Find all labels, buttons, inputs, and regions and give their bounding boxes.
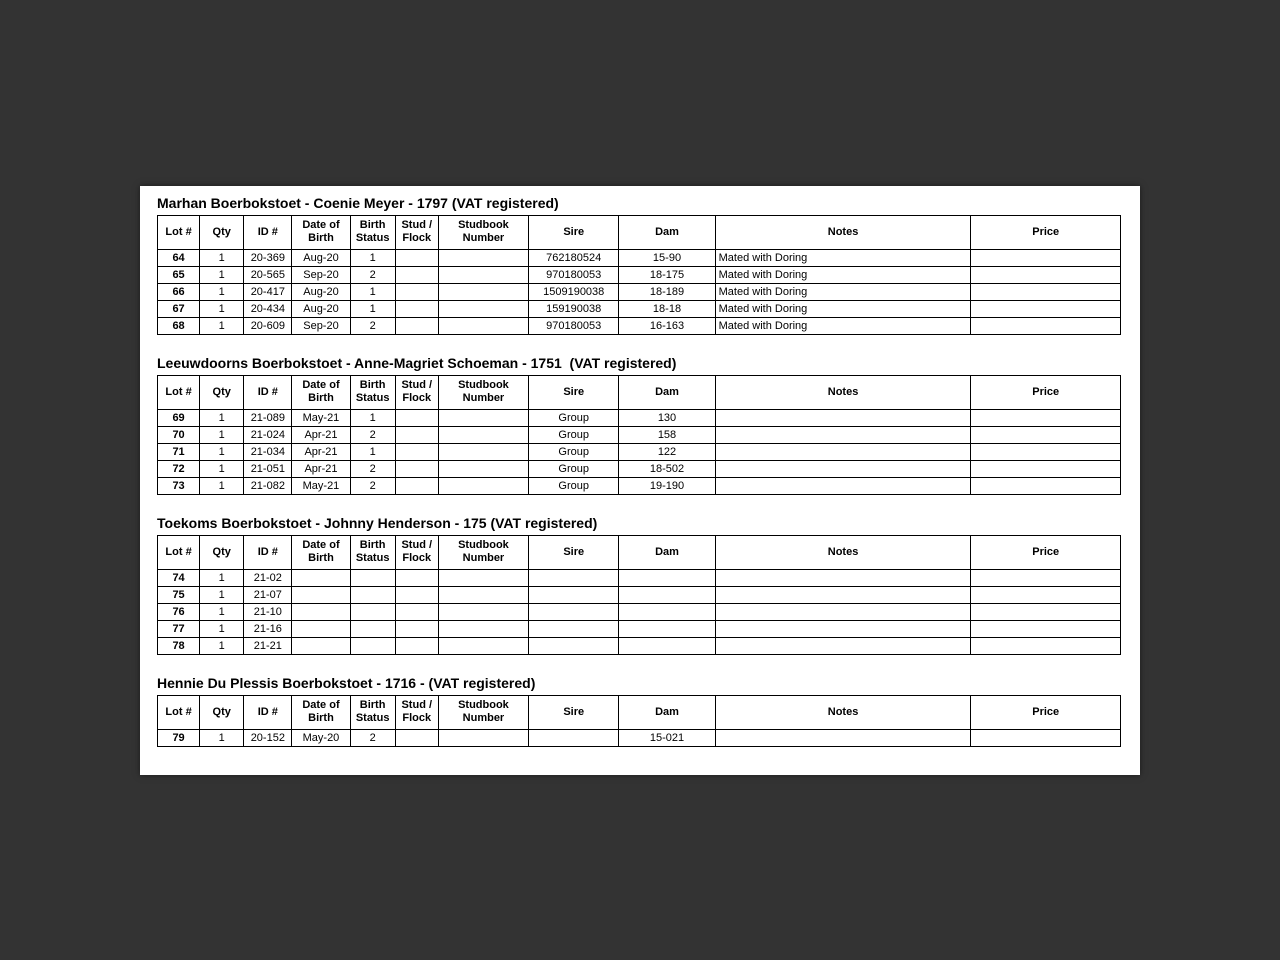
cell-notes <box>715 460 971 477</box>
column-header-date-of-birth: Date of Birth <box>292 375 350 409</box>
cell-date-of-birth: Aug-20 <box>292 300 350 317</box>
column-header-lot: Lot # <box>158 535 200 569</box>
cell-qty: 1 <box>200 249 244 266</box>
cell-date-of-birth: Aug-20 <box>292 249 350 266</box>
document-page <box>140 186 1140 775</box>
column-header-sire: Sire <box>529 215 619 249</box>
table-row <box>158 443 1121 460</box>
cell-id: 21-21 <box>244 637 292 654</box>
cell-id: 20-369 <box>244 249 292 266</box>
cell-date-of-birth <box>292 603 350 620</box>
cell-birth-status: 1 <box>350 300 395 317</box>
cell-birth-status <box>350 603 395 620</box>
column-header-stud-flock: Stud / Flock <box>395 695 438 729</box>
cell-price <box>971 620 1121 637</box>
cell-lot: 69 <box>158 409 200 426</box>
table-row <box>158 409 1121 426</box>
section-title: Hennie Du Plessis Boerbokstoet - 1716 - (VAT registered) <box>157 674 536 691</box>
cell-studbook-number <box>438 426 528 443</box>
header-row <box>158 375 1121 409</box>
cell-sire <box>529 637 619 654</box>
cell-stud-flock <box>395 283 438 300</box>
cell-birth-status: 1 <box>350 443 395 460</box>
cell-studbook-number <box>438 603 528 620</box>
cell-studbook-number <box>438 300 528 317</box>
cell-lot: 72 <box>158 460 200 477</box>
table-row <box>158 266 1121 283</box>
cell-birth-status: 1 <box>350 249 395 266</box>
cell-id: 20-565 <box>244 266 292 283</box>
cell-dam <box>619 569 715 586</box>
cell-dam: 122 <box>619 443 715 460</box>
cell-lot: 65 <box>158 266 200 283</box>
column-header-notes: Notes <box>715 375 971 409</box>
column-header-date-of-birth: Date of Birth <box>292 535 350 569</box>
cell-notes <box>715 620 971 637</box>
cell-birth-status: 2 <box>350 317 395 334</box>
stud-section <box>157 675 1124 747</box>
cell-qty: 1 <box>200 409 244 426</box>
cell-studbook-number <box>438 586 528 603</box>
cell-qty: 1 <box>200 317 244 334</box>
cell-qty: 1 <box>200 586 244 603</box>
cell-studbook-number <box>438 569 528 586</box>
column-header-qty: Qty <box>200 215 244 249</box>
cell-notes <box>715 637 971 654</box>
cell-dam: 18-189 <box>619 283 715 300</box>
column-header-lot: Lot # <box>158 695 200 729</box>
cell-qty: 1 <box>200 569 244 586</box>
cell-price <box>971 317 1121 334</box>
column-header-birth-status: Birth Status <box>350 215 395 249</box>
cell-notes <box>715 443 971 460</box>
cell-lot: 78 <box>158 637 200 654</box>
cell-studbook-number <box>438 249 528 266</box>
column-header-notes: Notes <box>715 695 971 729</box>
cell-dam: 15-021 <box>619 729 715 746</box>
header-row <box>158 695 1121 729</box>
cell-price <box>971 586 1121 603</box>
cell-dam: 18-502 <box>619 460 715 477</box>
cell-date-of-birth <box>292 569 350 586</box>
table-row <box>158 300 1121 317</box>
cell-date-of-birth <box>292 620 350 637</box>
column-header-id: ID # <box>244 375 292 409</box>
column-header-date-of-birth: Date of Birth <box>292 695 350 729</box>
cell-stud-flock <box>395 729 438 746</box>
cell-qty: 1 <box>200 729 244 746</box>
cell-sire: 970180053 <box>529 317 619 334</box>
cell-id: 21-02 <box>244 569 292 586</box>
catalog-sections <box>157 195 1124 747</box>
cell-notes: Mated with Doring <box>715 317 971 334</box>
header-row <box>158 535 1121 569</box>
cell-date-of-birth: Apr-21 <box>292 460 350 477</box>
cell-lot: 68 <box>158 317 200 334</box>
cell-dam: 158 <box>619 426 715 443</box>
cell-birth-status: 2 <box>350 266 395 283</box>
cell-birth-status: 2 <box>350 460 395 477</box>
column-header-stud-flock: Stud / Flock <box>395 375 438 409</box>
cell-birth-status: 2 <box>350 729 395 746</box>
cell-birth-status: 1 <box>350 283 395 300</box>
cell-qty: 1 <box>200 426 244 443</box>
cell-birth-status <box>350 620 395 637</box>
cell-price <box>971 637 1121 654</box>
cell-qty: 1 <box>200 477 244 494</box>
table-row <box>158 620 1121 637</box>
column-header-dam: Dam <box>619 215 715 249</box>
cell-sire: 1509190038 <box>529 283 619 300</box>
column-header-dam: Dam <box>619 535 715 569</box>
table-body <box>158 249 1121 334</box>
cell-price <box>971 409 1121 426</box>
cell-notes <box>715 729 971 746</box>
cell-stud-flock <box>395 443 438 460</box>
cell-studbook-number <box>438 620 528 637</box>
section-title: Leeuwdoorns Boerbokstoet - Anne-Magriet Schoeman - 1751 (VAT registered) <box>157 354 677 371</box>
cell-birth-status <box>350 637 395 654</box>
cell-dam: 18-175 <box>619 266 715 283</box>
column-header-price: Price <box>971 215 1121 249</box>
column-header-price: Price <box>971 375 1121 409</box>
cell-lot: 67 <box>158 300 200 317</box>
column-header-studbook-number: Studbook Number <box>438 375 528 409</box>
header-row <box>158 215 1121 249</box>
cell-date-of-birth: May-21 <box>292 409 350 426</box>
cell-id: 20-417 <box>244 283 292 300</box>
cell-notes <box>715 569 971 586</box>
cell-qty: 1 <box>200 443 244 460</box>
table-row <box>158 283 1121 300</box>
cell-lot: 77 <box>158 620 200 637</box>
column-header-birth-status: Birth Status <box>350 535 395 569</box>
cell-lot: 64 <box>158 249 200 266</box>
lot-table <box>157 215 1121 335</box>
cell-notes <box>715 409 971 426</box>
cell-id: 20-609 <box>244 317 292 334</box>
cell-stud-flock <box>395 569 438 586</box>
cell-dam <box>619 603 715 620</box>
cell-date-of-birth: Sep-20 <box>292 317 350 334</box>
cell-price <box>971 443 1121 460</box>
cell-stud-flock <box>395 426 438 443</box>
column-header-qty: Qty <box>200 695 244 729</box>
cell-notes <box>715 603 971 620</box>
stud-section <box>157 195 1124 335</box>
cell-id: 21-024 <box>244 426 292 443</box>
cell-qty: 1 <box>200 460 244 477</box>
cell-id: 21-051 <box>244 460 292 477</box>
column-header-birth-status: Birth Status <box>350 695 395 729</box>
column-header-studbook-number: Studbook Number <box>438 695 528 729</box>
cell-stud-flock <box>395 603 438 620</box>
stud-section <box>157 515 1124 655</box>
cell-stud-flock <box>395 409 438 426</box>
cell-price <box>971 569 1121 586</box>
cell-id: 20-434 <box>244 300 292 317</box>
cell-date-of-birth: Apr-21 <box>292 426 350 443</box>
cell-sire <box>529 569 619 586</box>
column-header-id: ID # <box>244 535 292 569</box>
column-header-notes: Notes <box>715 535 971 569</box>
cell-dam <box>619 637 715 654</box>
cell-sire: 159190038 <box>529 300 619 317</box>
cell-birth-status: 1 <box>350 409 395 426</box>
cell-price <box>971 729 1121 746</box>
cell-studbook-number <box>438 729 528 746</box>
column-header-lot: Lot # <box>158 215 200 249</box>
cell-notes: Mated with Doring <box>715 300 971 317</box>
cell-notes: Mated with Doring <box>715 266 971 283</box>
cell-qty: 1 <box>200 266 244 283</box>
cell-lot: 74 <box>158 569 200 586</box>
cell-price <box>971 477 1121 494</box>
cell-date-of-birth: Aug-20 <box>292 283 350 300</box>
cell-lot: 75 <box>158 586 200 603</box>
cell-date-of-birth <box>292 637 350 654</box>
cell-sire <box>529 603 619 620</box>
column-header-sire: Sire <box>529 695 619 729</box>
table-body <box>158 729 1121 746</box>
column-header-stud-flock: Stud / Flock <box>395 215 438 249</box>
cell-stud-flock <box>395 317 438 334</box>
cell-price <box>971 266 1121 283</box>
cell-price <box>971 460 1121 477</box>
cell-notes <box>715 477 971 494</box>
stud-section <box>157 355 1124 495</box>
cell-birth-status <box>350 586 395 603</box>
cell-notes: Mated with Doring <box>715 249 971 266</box>
table-row <box>158 729 1121 746</box>
cell-dam <box>619 620 715 637</box>
column-header-stud-flock: Stud / Flock <box>395 535 438 569</box>
cell-id: 21-089 <box>244 409 292 426</box>
cell-dam: 19-190 <box>619 477 715 494</box>
cell-studbook-number <box>438 409 528 426</box>
cell-stud-flock <box>395 300 438 317</box>
cell-sire <box>529 620 619 637</box>
cell-id: 20-152 <box>244 729 292 746</box>
column-header-dam: Dam <box>619 695 715 729</box>
column-header-qty: Qty <box>200 375 244 409</box>
lot-table <box>157 375 1121 495</box>
cell-qty: 1 <box>200 283 244 300</box>
cell-notes <box>715 426 971 443</box>
cell-date-of-birth: Apr-21 <box>292 443 350 460</box>
column-header-qty: Qty <box>200 535 244 569</box>
cell-date-of-birth: Sep-20 <box>292 266 350 283</box>
column-header-lot: Lot # <box>158 375 200 409</box>
table-row <box>158 460 1121 477</box>
cell-studbook-number <box>438 266 528 283</box>
column-header-studbook-number: Studbook Number <box>438 215 528 249</box>
table-row <box>158 249 1121 266</box>
cell-id: 21-034 <box>244 443 292 460</box>
column-header-studbook-number: Studbook Number <box>438 535 528 569</box>
cell-sire: Group <box>529 460 619 477</box>
column-header-id: ID # <box>244 695 292 729</box>
column-header-price: Price <box>971 535 1121 569</box>
cell-studbook-number <box>438 460 528 477</box>
cell-stud-flock <box>395 637 438 654</box>
table-row <box>158 569 1121 586</box>
cell-sire: 970180053 <box>529 266 619 283</box>
cell-birth-status <box>350 569 395 586</box>
cell-date-of-birth <box>292 586 350 603</box>
column-header-dam: Dam <box>619 375 715 409</box>
cell-stud-flock <box>395 477 438 494</box>
cell-qty: 1 <box>200 603 244 620</box>
cell-sire <box>529 729 619 746</box>
table-row <box>158 317 1121 334</box>
cell-date-of-birth: May-20 <box>292 729 350 746</box>
cell-lot: 79 <box>158 729 200 746</box>
section-title: Marhan Boerbokstoet - Coenie Meyer - 1797 (VAT registered) <box>157 194 559 211</box>
cell-stud-flock <box>395 620 438 637</box>
table-row <box>158 426 1121 443</box>
cell-sire <box>529 586 619 603</box>
cell-qty: 1 <box>200 300 244 317</box>
cell-lot: 76 <box>158 603 200 620</box>
cell-id: 21-082 <box>244 477 292 494</box>
cell-studbook-number <box>438 477 528 494</box>
cell-birth-status: 2 <box>350 426 395 443</box>
cell-notes: Mated with Doring <box>715 283 971 300</box>
cell-qty: 1 <box>200 620 244 637</box>
cell-id: 21-10 <box>244 603 292 620</box>
cell-studbook-number <box>438 317 528 334</box>
column-header-birth-status: Birth Status <box>350 375 395 409</box>
cell-sire: Group <box>529 443 619 460</box>
lot-table <box>157 695 1121 747</box>
cell-lot: 70 <box>158 426 200 443</box>
cell-id: 21-07 <box>244 586 292 603</box>
cell-lot: 71 <box>158 443 200 460</box>
cell-price <box>971 249 1121 266</box>
cell-stud-flock <box>395 586 438 603</box>
column-header-sire: Sire <box>529 375 619 409</box>
cell-studbook-number <box>438 283 528 300</box>
table-row <box>158 586 1121 603</box>
cell-stud-flock <box>395 266 438 283</box>
section-title: Toekoms Boerbokstoet - Johnny Henderson - 175 (VAT registered) <box>157 514 598 531</box>
cell-price <box>971 300 1121 317</box>
cell-dam: 18-18 <box>619 300 715 317</box>
column-header-sire: Sire <box>529 535 619 569</box>
cell-birth-status: 2 <box>350 477 395 494</box>
cell-date-of-birth: May-21 <box>292 477 350 494</box>
cell-sire: Group <box>529 426 619 443</box>
cell-dam: 15-90 <box>619 249 715 266</box>
table-row <box>158 477 1121 494</box>
cell-studbook-number <box>438 443 528 460</box>
cell-price <box>971 603 1121 620</box>
cell-lot: 73 <box>158 477 200 494</box>
column-header-notes: Notes <box>715 215 971 249</box>
cell-sire: 762180524 <box>529 249 619 266</box>
cell-sire: Group <box>529 477 619 494</box>
cell-lot: 66 <box>158 283 200 300</box>
cell-sire: Group <box>529 409 619 426</box>
lot-table <box>157 535 1121 655</box>
cell-notes <box>715 586 971 603</box>
cell-qty: 1 <box>200 637 244 654</box>
table-row <box>158 603 1121 620</box>
column-header-price: Price <box>971 695 1121 729</box>
column-header-id: ID # <box>244 215 292 249</box>
table-row <box>158 637 1121 654</box>
cell-dam: 130 <box>619 409 715 426</box>
cell-id: 21-16 <box>244 620 292 637</box>
cell-price <box>971 283 1121 300</box>
cell-stud-flock <box>395 249 438 266</box>
column-header-date-of-birth: Date of Birth <box>292 215 350 249</box>
table-body <box>158 569 1121 654</box>
cell-studbook-number <box>438 637 528 654</box>
cell-dam: 16-163 <box>619 317 715 334</box>
cell-dam <box>619 586 715 603</box>
table-body <box>158 409 1121 494</box>
cell-stud-flock <box>395 460 438 477</box>
cell-price <box>971 426 1121 443</box>
